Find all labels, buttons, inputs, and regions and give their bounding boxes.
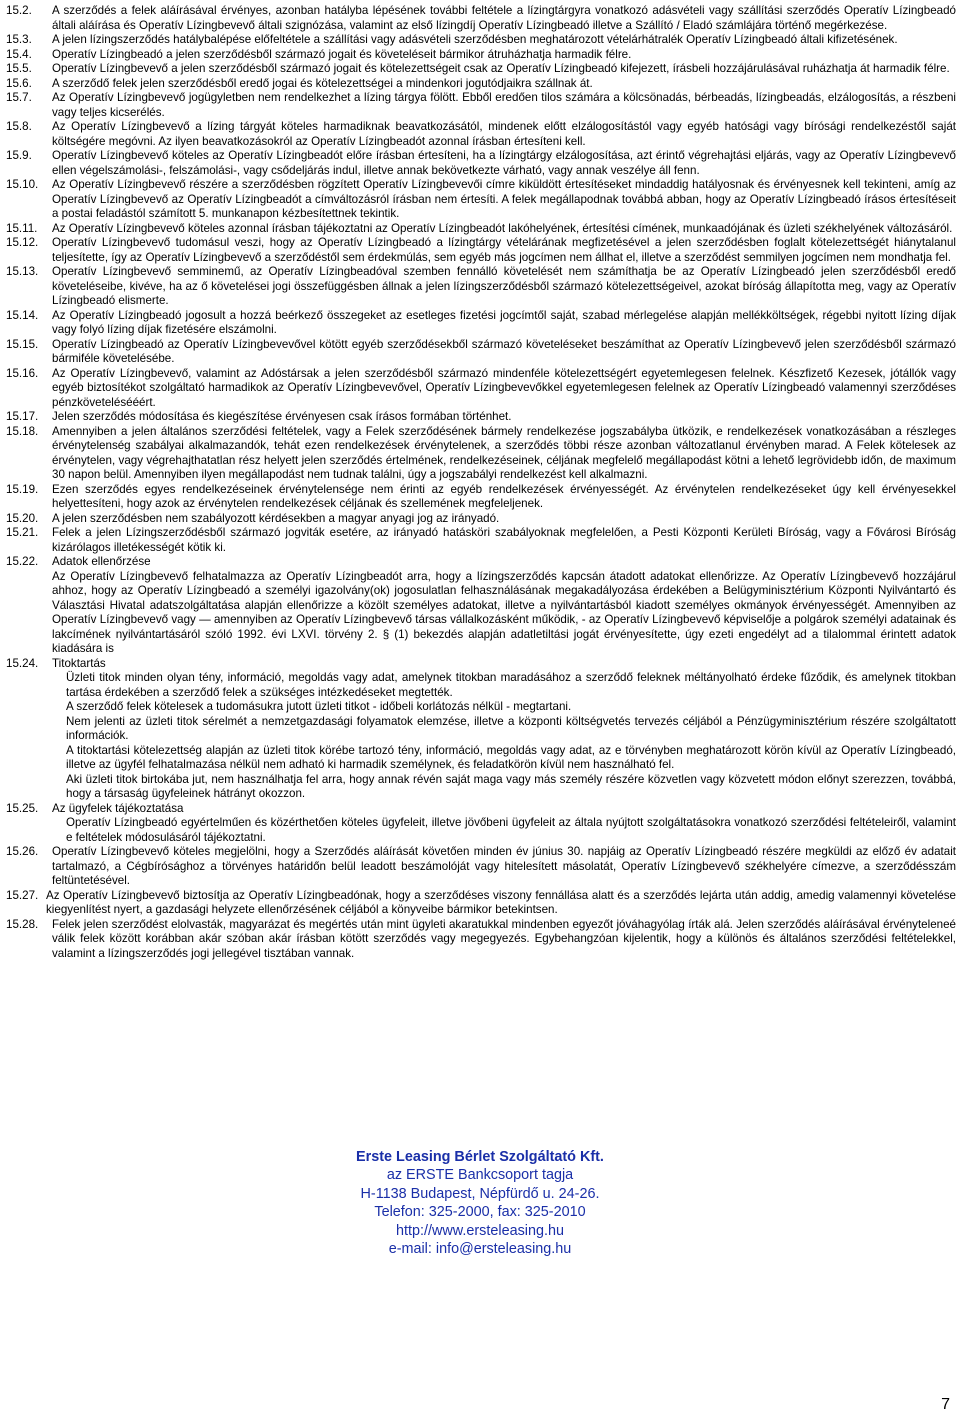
clause-text: A jelen szerződésben nem szabályozott kérdésekben a magyar anyagi jog az irányadó. [52, 511, 500, 525]
clause-text: Az Operatív Lízingbeadó jogosult a hozzá beérkező összegeket az esetleges fizetési jogcímtől saját, szabad mérlegelése alapján mellékköltségek, régebbi nyitott lízing díjak vagy folyó lízing díjak fizetésére elszámolni. [52, 308, 956, 336]
page-number: 7 [941, 1396, 950, 1413]
clause-text: Az Operatív Lízingbevevő biztosítja az Operatív Lízingbeadónak, hogy a szerződéses viszony fennállása alatt és a szerződés lejárta után addig, amedig valamennyi követelése kiegyenlítést nyert, a gazdasági helyzete ellenőrzésének céljából a könyveibe bármikor betekintsen. [46, 888, 956, 916]
clause-body [52, 657, 956, 802]
clause-number: 15.21. [6, 526, 39, 539]
clause-number: 15.5. [6, 62, 32, 75]
clause-body [52, 918, 956, 962]
clause-number: 15.22. [6, 555, 39, 568]
footer-phone: Telefon: 325-2000, fax: 325-2010 [374, 1204, 586, 1221]
clause-number: 15.20. [6, 511, 39, 525]
clause-15-2 [6, 4, 956, 33]
clause-15-4 [6, 48, 956, 63]
clause-number: 15.28. [6, 917, 39, 931]
clause-number: 15.3. [6, 33, 32, 46]
clause-text: Ezen szerződés egyes rendelkezéseinek érvénytelensége nem érinti az egyéb rendelkezések érvényességét. Az érvénytelen rendelkezéseket úgy kell érvényesekkel helyettesíteni, hogy azok az érvénytelen rendelkezések céljának és szellemének megfeleljenek. [52, 482, 956, 510]
clause-text: Az Operatív Lízingbevevő, valamint az Adóstársak a jelen szerződésből származó mindenféle kötelezettségért egyetemlegesen felelnek. Készfizető Kezesek, jótállók vagy egyéb biztosítékot szolgáltató harmadikok az Operatív Lízingbevevővel, Operatív Lízingbevevőkkel egyetemlegesen felelnek az Operatív Lízingbeadó valamennyi szerződéses pénzkövetelésééért. [52, 366, 956, 409]
clause-body [52, 367, 956, 411]
clause-body [52, 526, 956, 555]
clause-body [46, 889, 956, 918]
clause-15-6 [6, 77, 956, 92]
clause-number: 15.6. [6, 76, 32, 90]
clause-15-22 [6, 555, 956, 657]
clause-text: A szerződő felek jelen szerződésből eredő jogai és kötelezettségei a mindenkori jogutódjaikra szállnak át. [52, 76, 593, 90]
clause-body [52, 48, 956, 63]
company-footer [0, 1148, 960, 1258]
clause-15-26 [6, 845, 956, 889]
footer-company-name: Erste Leasing Bérlet Szolgáltató Kft. [356, 1149, 604, 1165]
clause-number: 15.15. [6, 337, 39, 351]
clause-body [52, 512, 956, 527]
clause-number: 15.17. [6, 410, 39, 423]
clause-number: 15.7. [6, 91, 32, 104]
clause-15-18 [6, 425, 956, 483]
clause-number: 15.11. [6, 221, 38, 235]
clause-15-14 [6, 309, 956, 338]
footer-group: az ERSTE Bankcsoport tagja [386, 1167, 574, 1184]
clause-15-28 [6, 918, 956, 962]
clause-body [52, 4, 956, 33]
clause-subparagraph: A szerződő felek kötelesek a tudomásukra jutott üzleti titkot - időbeli korlátozás nélkül - megtartani. [66, 700, 572, 713]
clause-subparagraph: Operatív Lízingbeadó egyértelműen és közérthetően köteles ügyfeleit, illetve jövőbeni ügyfeleit az általa nyújtott szolgáltatásokra vonatkozó szerződési feltételeiről, valamint e feltételek módosulásáról tájékoztatni. [66, 816, 956, 844]
clause-body [52, 91, 956, 120]
clause-15-12 [6, 236, 956, 265]
clause-number: 15.14. [6, 308, 39, 322]
clause-15-9 [6, 149, 956, 178]
clause-body [52, 222, 956, 237]
clause-15-15 [6, 338, 956, 367]
clause-body [52, 265, 956, 309]
clause-text: Az Operatív Lízingbevevő részére a szerződésben rögzített Operatív Lízingbevevői címre kiküldött értesítéseket mindaddig hatályosnak és érvényesnek kell tekinteni, amíg az Operatív Lízingbevevő az Operatív Lízingbeadót a címváltozásról írásban nem értesíti. A felek megállapodnak továbbá abban, hogy az Operatív Lízingbeadó írásos értesítéseit a postai feladástól számított 5. munkanapon kézbesítettnek tekintik. [52, 178, 956, 220]
clause-15-27 [6, 889, 956, 918]
clause-text: A jelen lízingszerződés hatálybalépése előfeltétele a szállítási vagy adásvételi szerződésben meghatározott vételárhátralék Operatív Lízingbeadó általi kifizetésének. [52, 33, 898, 46]
clause-subparagraph: Aki üzleti titok birtokába jut, nem használhatja fel arra, hogy annak révén saját maga vagy más személy részére közvetlen vagy közvetett módon előnyt szerezzen, továbbá, hogy a társaság ügyfeleinek hátrányt okozzon. [66, 772, 956, 800]
clause-15-7 [6, 91, 956, 120]
clause-number: 15.12. [6, 236, 39, 249]
clause-body [52, 410, 956, 425]
clause-subparagraph: Nem jelenti az üzleti titok sérelmét a nemzetgazdasági folyamatok elemzése, illetve a központi költségvetés tervezés céljából a Pénzügyminisztérium részére szolgáltatott információk. [66, 714, 956, 742]
clause-15-20 [6, 512, 956, 527]
clause-body [52, 120, 956, 149]
clause-number: 15.4. [6, 47, 32, 61]
clause-15-13 [6, 265, 956, 309]
clause-number: 15.8. [6, 120, 32, 133]
clause-text: Az Operatív Lízingbevevő köteles azonnal írásban tájékoztatni az Operatív Lízingbeadót lakóhelyének, értesítési címének, munkaadójának és üzleti székhelyének változásáról. [52, 221, 953, 235]
clause-body [52, 802, 956, 846]
footer-address: H-1138 Budapest, Népfürdő u. 24-26. [360, 1185, 600, 1202]
clause-body [52, 338, 956, 367]
clause-subparagraph: A titoktartási kötelezettség alapján az üzleti titok körébe tartozó tény, információ, megoldás vagy adat, az e törvényben meghatározott körön kívül az Operatív Lízingbeadó, illetve az ügyfél felhatalmazása nélkül nem adható ki harmadik személynek, és feladatkörön kívül nem használható fel. [66, 743, 956, 771]
clause-body [52, 33, 956, 48]
clause-number: 15.26. [6, 845, 39, 858]
clause-text: Az Operatív Lízingbevevő felhatalmazza az Operatív Lízingbeadót arra, hogy a lízingszerződés kapcsán átadott adatokat ellenőrizze. Az Operatív Lízingbevevő hozzájárul ahhoz, hogy az Operatív Lízingbeadó a személyi igazolvány(ok) jogosulatlan felhasználásának megakadályozása érdekében a Belügyminisztérium Központi Nyilvántartó és Választási Hivatal adatszolgáltatása alapján ellenőrizze a közölt személyes adatokat, illetve a nyilvántartásból kiadott személyes okmányok érvényességét. Amennyiben az Operatív Lízingbevevő vagy — amennyiben az Operatív Lízingbevevő társas vállalkozásként működik, - az Operatív Lízingbevevő képviselője a polgárok személyi adatainak és lakcímének nyilvántartásáról szóló 1992. évi LXVI. törvény 2. § (1) bekezdés alapján adatletiltási jogát érvényesítette, úgy ezeti engedélyt ad a tilalommal érintett adatok kiadására is [52, 569, 956, 655]
clause-text: Operatív Lízingbeadó az Operatív Lízingbevevővel kötött egyéb szerződésekből származó követeléseket beszámíthat az Operatív Lízingbevevő jelen szerződésből származó bármiféle követelésébe. [52, 337, 956, 365]
clause-text: Operatív Lízingbevevő köteles megjelölni, hogy a Szerződés aláírását követően minden év június 30. napjáig az Operatív Lízingbeadó részére megküldi az előző év adatait tartalmazó, a Cégbírósághoz a törvényes határidőn belül leadott beszámolóját vagy hitelesített másolatát, Operatív Lízingbevevő székhelyére címezve, a szerződésszám feltüntetésével. [52, 845, 956, 887]
clause-text: Operatív Lízingbevevő tudomásul veszi, hogy az Operatív Lízingbeadó a lízingtárgy vételárának megfizetésével a jelen szerződésben foglalt kötelezettségét hiánytalanul teljesítette, így az Operatív Lízingbevevő a szerződéstől sem érdekmúlás, sem egyéb más jogcímen nem állhat el, illetve a szerződést semmilyen jogcímen nem mondhatja fel. [52, 236, 956, 264]
clause-body [52, 62, 956, 77]
clause-15-8 [6, 120, 956, 149]
clause-text: Amennyiben a jelen általános szerződési feltételek, vagy a Felek szerződésének bármely rendelkezése jogszabályba ütközik, e rendelkezések vonatkozásában a részleges érvénytelenség szabályai alkalmazandók, tehát ezen rendelkezések érvénytelenek, a szerződés többi része azonban változatlanul érvényben marad. A Felek kötelesek az érvénytelen, vagy végrehajthatatlan rész helyett jelen szerződés értelmének, rendelkezéseinek, céljának megfelelő megállapodást kötni a lehető legrövidebb időn, de maximum 30 napon belül. Amennyiben ilyen megállapodást nem tudnak találni, úgy a jogszabályi rendelkezést kell alkalmazni. [52, 424, 956, 481]
clause-body [52, 236, 956, 265]
clause-number: 15.27. [6, 888, 39, 902]
clause-text: Felek a jelen Lízingszerződésből származó jogviták esetére, az irányadó hatásköri szabályoknak megfelelően, a Pesti Központi Kerületi Bíróság, vagy a Fővárosi Bíróság kizárólagos illetékességét kötik ki. [52, 526, 956, 554]
clause-body [52, 149, 956, 178]
clause-number: 15.24. [6, 656, 39, 670]
clause-text: Az Operatív Lízingbevevő a lízing tárgyát köteles harmadiknak beavatkozásától, mindenek előtt elzálogosítástól vagy egyéb hatósági vagy bírósági rendelkezéstől saját költségére megóvni. Az ilyen beavatkozásokról az Operatív Lízingbeadót azonnal írásban értesíteni kell. [52, 120, 956, 148]
clause-text: Operatív Lízingbevevő semminemű, az Operatív Lízingbeadóval szemben fennálló követelését nem számíthatja be az Operatív Lízingbeadó jelen szerződésből eredő követeléseibe, kivéve, ha az ő követelései jogi összefüggésben állnak a jelen lízingszerződésből származó kötelezettségeivel, azokat bíróság állapította meg, vagy az Operatív Lízingbeadó elismerte. [52, 265, 956, 307]
footer-email[interactable]: e-mail: info@ersteleasing.hu [388, 1241, 572, 1258]
clause-15-19 [6, 483, 956, 512]
footer-website[interactable]: http://www.ersteleasing.hu [396, 1222, 564, 1239]
clause-number: 15.9. [6, 149, 32, 162]
clause-text: Felek jelen szerződést elolvasták, magyarázat és megértés után mint ügyleti akaratukkal mindenben egyezőt jóváhagyólag írták alá. Jelen szerződés aláírásával érvényteleneé válik felek között korábban akár szóban akár írásban kötött szerződés vagy megegyezés. Egybehangzóan kijelentik, hogy a különös és általános szerződési feltételekkel, valamint a lízingszerződés jogi jellegével tisztában vannak. [52, 917, 956, 960]
clause-text: A szerződés a felek aláírásával érvényes, azonban hatályba lépésének további feltétele a lízingtárgyra vonatkozó adásvételi vagy szállítási szerződés Operatív Lízingbeadó általi aláírása és Operatív Lízingbevevő általi szignózása, valamint az első lízingdíj Operatív Lízingbeadó illetve a Szállító / Eladó számlájára történő megérkezése. [52, 4, 956, 32]
clause-15-5 [6, 62, 956, 77]
clause-body [52, 309, 956, 338]
clause-15-25 [6, 802, 956, 846]
clause-subparagraph: Üzleti titok minden olyan tény, információ, megoldás vagy adat, amelynek titokban maradásához a szerződő feleknek méltányolható érdeke fűződik, és amelynek titokban tartása érdekében a szerződő felek a szükséges intézkedéseket megtették. [66, 671, 956, 699]
clause-number: 15.25. [6, 801, 39, 815]
clause-15-3 [6, 33, 956, 48]
clause-title: Titoktartás [52, 656, 106, 670]
clause-text: Operatív Lízingbevevő a jelen szerződésből származó jogait és kötelezettségeit csak az Operatív Lízingbeadó kifejezett, írásbeli hozzájárulásával ruházhatja át harmadik félre. [52, 62, 950, 75]
clause-number: 15.13. [6, 265, 39, 278]
clause-body [52, 845, 956, 889]
clause-15-24 [6, 657, 956, 802]
clause-number: 15.19. [6, 482, 39, 496]
clause-body [52, 425, 956, 483]
clause-15-17 [6, 410, 956, 425]
clause-number: 15.16. [6, 366, 39, 380]
clause-number: 15.10. [6, 178, 39, 191]
clause-body [52, 483, 956, 512]
clause-text: Jelen szerződés módosítása és kiegészítése érvényesen csak írásos formában történhet. [52, 410, 512, 423]
contract-clauses [6, 4, 956, 961]
clause-15-11 [6, 222, 956, 237]
clause-15-10 [6, 178, 956, 222]
clause-body [52, 77, 956, 92]
clause-title: Adatok ellenőrzése [52, 555, 151, 568]
clause-15-16 [6, 367, 956, 411]
clause-text: Operatív Lízingbeadó a jelen szerződésből származó jogait és követeléseit bármikor átruházhatja harmadik félre. [52, 47, 632, 61]
clause-text: Az Operatív Lízingbevevő jogügyletben nem rendelkezhet a lízing tárgya fölött. Ebből eredően tilos számára a kölcsönadás, bérbeadás, lízingbeadás, elzálogosítás, a részbeni vagy teljes kicserélés. [52, 91, 956, 119]
clause-text: Operatív Lízingbevevő köteles az Operatív Lízingbeadót előre írásban értesíteni, ha a lízingtárgy elzálogosítása, azt érintő végrehajtási eljárás, vagy az Operatív Lízingbevevő ellen végelszámolási-, felszámolási-, vagy csődeljárás indul, illetve annak bekövetkezte várható, vagy annak veszélye áll fenn. [52, 149, 956, 177]
clause-number: 15.2. [6, 4, 32, 17]
clause-body [52, 555, 956, 657]
clause-body [52, 178, 956, 222]
clause-number: 15.18. [6, 424, 39, 438]
clause-title: Az ügyfelek tájékoztatása [52, 801, 184, 815]
clause-15-21 [6, 526, 956, 555]
